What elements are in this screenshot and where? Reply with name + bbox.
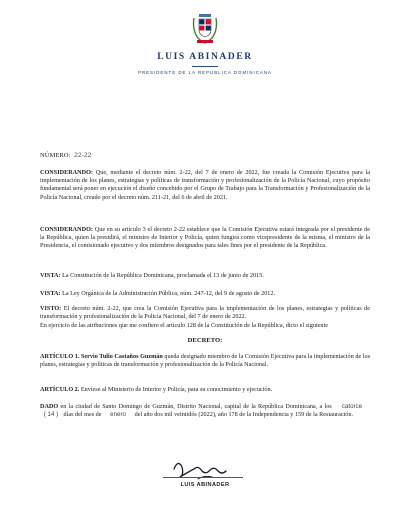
vista-1 bbox=[40, 272, 370, 280]
vista-2-text: La Ley Orgánica de la Administración Pública, núm. 247-12, del 9 de agosto de 2012. bbox=[60, 290, 276, 297]
considerando-2 bbox=[40, 226, 370, 251]
dado-month: enero bbox=[110, 411, 126, 419]
considerando-2-lead: CONSIDERANDO: bbox=[40, 226, 93, 233]
considerando-1 bbox=[40, 169, 370, 202]
articulo-2-lead: ARTÍCULO 2. bbox=[40, 386, 80, 393]
header-title: PRESIDENTE DE LA REPÚBLICA DOMINICANA bbox=[138, 70, 272, 75]
vista-2-lead: VISTA: bbox=[40, 290, 61, 297]
dado-day-words: catorce bbox=[341, 403, 363, 410]
visto-text: El decreto núm. 2-22, que crea la Comisión Ejecutiva para la implementación de los planes, estrategias y políticas de transformación y profesionalización de la Policía Nacional, del 7 de enero de 2022. bbox=[40, 305, 370, 321]
vista-1-text: La Constitución de la República Dominicana, proclamada el 13 de junio de 2015. bbox=[60, 272, 264, 279]
ejercicio-paragraph: En ejercicio de las atribuciones que me confiere el artículo 128 de la Constitución de la República, dicto el siguiente bbox=[40, 322, 328, 329]
considerando-2-text: Que en su artículo 3 el decreto 2-22 establece que la Comisión Ejecutiva estará integrada por el presidente de la República, quien la presidirá, el ministro de Interior y Policía, quien fungirá como vicepresidente de la misma, el ministro de la Presidencia, el comisionado ejecutivo y dos miembros designados para tales fines por el presidente de la República. bbox=[40, 226, 370, 250]
considerando-1-lead: CONSIDERANDO: bbox=[40, 169, 93, 176]
dado-text-2: días del mes de bbox=[62, 411, 104, 419]
decree-number-value: 22-22 bbox=[74, 152, 92, 159]
dado-day-number: ( 14 ) bbox=[43, 411, 59, 419]
articulo-2-text: Envíese al Ministerio de Interior y Policía, para su conocimiento y ejecución. bbox=[79, 386, 273, 393]
signature-line bbox=[163, 477, 243, 478]
articulo-1-text: queda designado miembro de la Comisión Ejecutiva para la implementación de los planes, estrategias y políticas de transformación y profesionalización de la Policía Nacional. bbox=[40, 353, 370, 369]
decree-number bbox=[40, 152, 91, 159]
visto bbox=[40, 305, 370, 321]
dado-text-1: en la ciudad de Santo Domingo de Guzmán, Distrito Nacional, capital de la República Dominicana, a los bbox=[58, 403, 334, 410]
dado-lead: DADO bbox=[40, 403, 59, 410]
handwritten-signature bbox=[168, 455, 238, 485]
dado-text-3: del año dos mil veintidós (2022), año 178 de la Independencia y 159 de la Restauración. bbox=[133, 411, 354, 419]
header-divider bbox=[192, 66, 218, 67]
vista-1-lead: VISTA: bbox=[40, 272, 61, 279]
dado-paragraph bbox=[40, 403, 370, 419]
coat-of-arms-icon bbox=[190, 10, 220, 46]
articulo-1-lead: ARTÍCULO 1. Servio Tulio Castaños Guzmán bbox=[40, 353, 163, 360]
considerando-1-text: Que, mediante el decreto núm. 2-22, del 7 de enero de 2022, fue creada la Comisión Ejecutiva para la implementación de los planes, estrategias y políticas de transformación y profesionalización de la Policía Nacional, cuyo propósito fundamental será poner en ejecución el diseño concebido por el Grupo de Trabajo para la Transformación y Profesionalización de la Policía Nacional, creado por el decreto núm. 211-21, del 6 de abril de 2021. bbox=[40, 169, 370, 201]
decreto-heading: DECRETO: bbox=[187, 337, 223, 344]
header-name: LUIS ABINADER bbox=[157, 52, 253, 62]
visto-lead: VISTO: bbox=[40, 305, 62, 312]
signature-name: LUIS ABINADER bbox=[180, 482, 230, 488]
articulo-2 bbox=[40, 386, 370, 394]
articulo-1 bbox=[40, 353, 370, 369]
decree-number-label: NÚMERO: bbox=[40, 152, 71, 159]
vista-2 bbox=[40, 290, 370, 298]
